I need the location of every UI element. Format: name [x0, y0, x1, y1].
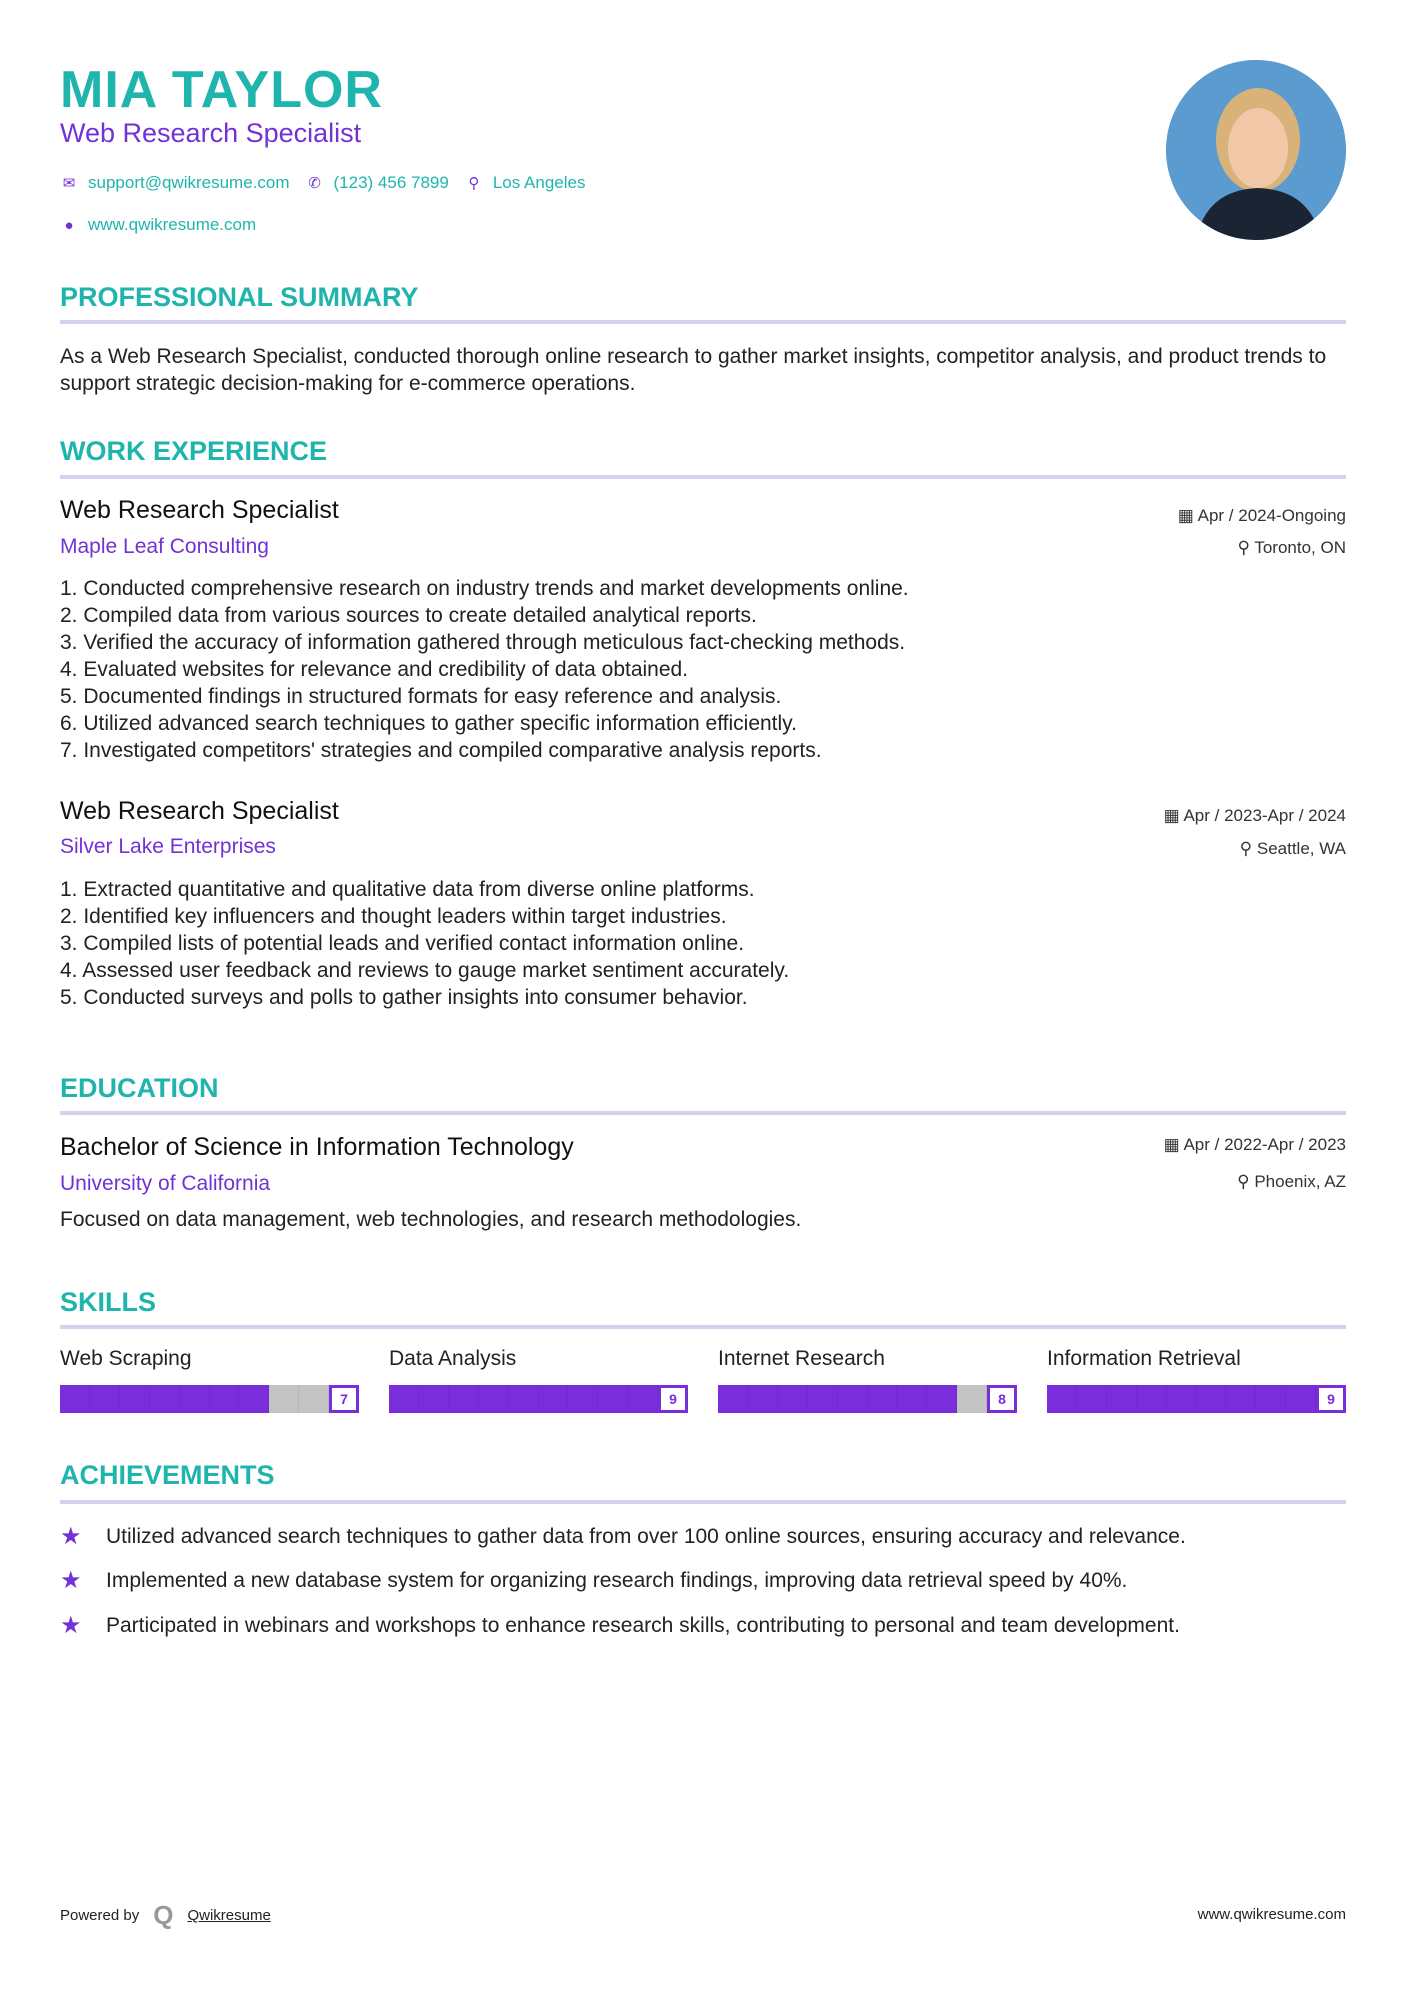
section-heading-summary: PROFESSIONAL SUMMARY — [60, 282, 419, 312]
divider — [60, 1325, 1346, 1329]
skill-item — [60, 1347, 359, 1413]
degree: Bachelor of Science in Information Technology — [60, 1133, 574, 1161]
skill-segment — [299, 1385, 329, 1413]
skill-score: 9 — [658, 1385, 688, 1413]
skill-level-bar — [1047, 1385, 1346, 1413]
skill-segment — [239, 1385, 269, 1413]
skill-name: Data Analysis — [389, 1347, 517, 1370]
star-icon: ★ — [60, 1612, 82, 1639]
skill-segment — [269, 1385, 299, 1413]
divider — [60, 1500, 1346, 1504]
section-heading-work: WORK EXPERIENCE — [60, 436, 328, 466]
list-item: 5. Documented findings in structured formats for easy reference and analysis. — [60, 685, 782, 708]
skill-segment — [419, 1385, 449, 1413]
list-item: 7. Investigated competitors' strategies and compiled comparative analysis reports. — [60, 739, 822, 762]
contact-row — [60, 173, 585, 193]
skill-segment — [718, 1385, 748, 1413]
section-heading-skills: SKILLS — [60, 1287, 157, 1317]
skill-segment — [150, 1385, 180, 1413]
achievement-item: ★ Utilized advanced search techniques to gather data from over 100 online sources, ensuring accuracy and relevance. — [60, 1523, 1186, 1550]
footer-brand — [60, 1900, 271, 1931]
skill-segment — [1137, 1385, 1167, 1413]
job-date: ▦ Apr / 2023-Apr / 2024 — [1163, 806, 1346, 825]
skill-segment — [60, 1385, 90, 1413]
skill-item — [389, 1347, 688, 1413]
skill-segment — [210, 1385, 240, 1413]
skills-grid — [60, 1347, 1346, 1413]
calendar-icon: ▦ — [1177, 506, 1198, 525]
skill-segment — [509, 1385, 539, 1413]
job-location: ⚲ Seattle, WA — [1239, 839, 1346, 858]
phone: (123) 456 7899 — [333, 173, 449, 192]
brand-link[interactable]: Qwikresume — [187, 1907, 271, 1924]
skill-segment — [539, 1385, 569, 1413]
calendar-icon: ▦ — [1163, 1135, 1184, 1154]
qwikresume-logo-icon: Q — [153, 1900, 174, 1930]
divider — [60, 475, 1346, 479]
skill-segment — [1226, 1385, 1256, 1413]
skill-segment — [1256, 1385, 1286, 1413]
list-item: 2. Compiled data from various sources to create detailed analytical reports. — [60, 604, 757, 627]
education-location: ⚲ Phoenix, AZ — [1237, 1172, 1346, 1191]
skill-segment — [1107, 1385, 1137, 1413]
achievement-item: ★ Participated in webinars and workshops to enhance research skills, contributing to personal and team development. — [60, 1612, 1180, 1639]
list-item: 1. Conducted comprehensive research on industry trends and market developments online. — [60, 577, 909, 600]
skill-segment — [568, 1385, 598, 1413]
skill-level-bar — [718, 1385, 1017, 1413]
list-item: 2. Identified key influencers and thought leaders within target industries. — [60, 905, 727, 928]
section-heading-achievements: ACHIEVEMENTS — [60, 1460, 275, 1490]
school: University of California — [60, 1172, 271, 1195]
skill-segment — [1286, 1385, 1316, 1413]
skill-level-bar — [60, 1385, 359, 1413]
list-item: 3. Verified the accuracy of information gathered through meticulous fact-checking methods. — [60, 631, 906, 654]
skill-segment — [598, 1385, 628, 1413]
skill-segment — [1197, 1385, 1227, 1413]
skill-segment — [1047, 1385, 1077, 1413]
job-title: Web Research Specialist — [60, 496, 339, 524]
education-date: ▦ Apr / 2022-Apr / 2023 — [1163, 1135, 1346, 1154]
job-company: Maple Leaf Consulting — [60, 535, 269, 558]
skill-score: 9 — [1316, 1385, 1346, 1413]
skill-segment — [389, 1385, 419, 1413]
achievement-item: ★ Implemented a new database system for organizing research findings, improving data retrieval speed by 40%. — [60, 1567, 1128, 1594]
list-item: 6. Utilized advanced search techniques to gather specific information efficiently. — [60, 712, 797, 735]
skill-segment — [90, 1385, 120, 1413]
skill-segment — [1077, 1385, 1107, 1413]
skill-segment — [897, 1385, 927, 1413]
powered-by-label: Powered by — [60, 1907, 140, 1924]
website-row — [60, 215, 256, 235]
location-pin-icon: ⚲ — [468, 175, 480, 192]
location: Los Angeles — [492, 173, 586, 192]
skill-score: 7 — [329, 1385, 359, 1413]
email-icon: ✉ — [62, 175, 76, 192]
divider — [60, 320, 1346, 324]
website-link[interactable]: www.qwikresume.com — [88, 215, 257, 234]
skill-score: 8 — [987, 1385, 1017, 1413]
skill-segment — [628, 1385, 658, 1413]
pin-icon: ⚲ — [1237, 538, 1255, 557]
skill-segment — [927, 1385, 957, 1413]
skill-segment — [957, 1385, 987, 1413]
education-description: Focused on data management, web technologies, and research methodologies. — [60, 1208, 802, 1231]
list-item: 5. Conducted surveys and polls to gather insights into consumer behavior. — [60, 986, 748, 1009]
skill-name: Information Retrieval — [1047, 1347, 1241, 1370]
skill-segment — [838, 1385, 868, 1413]
skill-level-bar — [389, 1385, 688, 1413]
job-duties — [60, 575, 909, 764]
globe-icon: ● — [64, 216, 74, 234]
skill-segment — [778, 1385, 808, 1413]
star-icon: ★ — [60, 1523, 82, 1550]
candidate-title: Web Research Specialist — [60, 118, 362, 148]
skill-name: Web Scraping — [60, 1347, 192, 1370]
skill-segment — [748, 1385, 778, 1413]
profile-photo — [1166, 60, 1346, 240]
calendar-icon: ▦ — [1163, 806, 1184, 825]
candidate-name: MIA TAYLOR — [60, 61, 383, 119]
skill-segment — [479, 1385, 509, 1413]
list-item: 3. Compiled lists of potential leads and verified contact information online. — [60, 932, 745, 955]
divider — [60, 1111, 1346, 1115]
job-title: Web Research Specialist — [60, 797, 339, 825]
section-heading-education: EDUCATION — [60, 1073, 219, 1103]
job-date: ▦ Apr / 2024-Ongoing — [1177, 506, 1346, 525]
list-item: 4. Assessed user feedback and reviews to gauge market sentiment accurately. — [60, 959, 790, 982]
phone-icon: ✆ — [308, 175, 321, 192]
skill-item — [1047, 1347, 1346, 1413]
summary-text: As a Web Research Specialist, conducted thorough online research to gather market insights, competitor analysis, and product trends to support strategic decision-making for e-commerce operations. — [60, 345, 1327, 395]
skill-segment — [180, 1385, 210, 1413]
pin-icon: ⚲ — [1237, 1172, 1255, 1191]
list-item: 1. Extracted quantitative and qualitative data from diverse online platforms. — [60, 878, 755, 901]
skill-name: Internet Research — [718, 1347, 885, 1370]
skill-segment — [449, 1385, 479, 1413]
job-location: ⚲ Toronto, ON — [1237, 538, 1346, 557]
star-icon: ★ — [60, 1567, 82, 1594]
email-link[interactable]: support@qwikresume.com — [88, 173, 290, 192]
skill-segment — [120, 1385, 150, 1413]
footer-url[interactable]: www.qwikresume.com — [1197, 1906, 1346, 1923]
skill-segment — [808, 1385, 838, 1413]
skill-item — [718, 1347, 1017, 1413]
list-item: 4. Evaluated websites for relevance and credibility of data obtained. — [60, 658, 689, 681]
skill-segment — [868, 1385, 898, 1413]
skill-segment — [1167, 1385, 1197, 1413]
job-duties — [60, 876, 789, 1011]
job-company: Silver Lake Enterprises — [60, 835, 276, 858]
pin-icon: ⚲ — [1239, 839, 1257, 858]
